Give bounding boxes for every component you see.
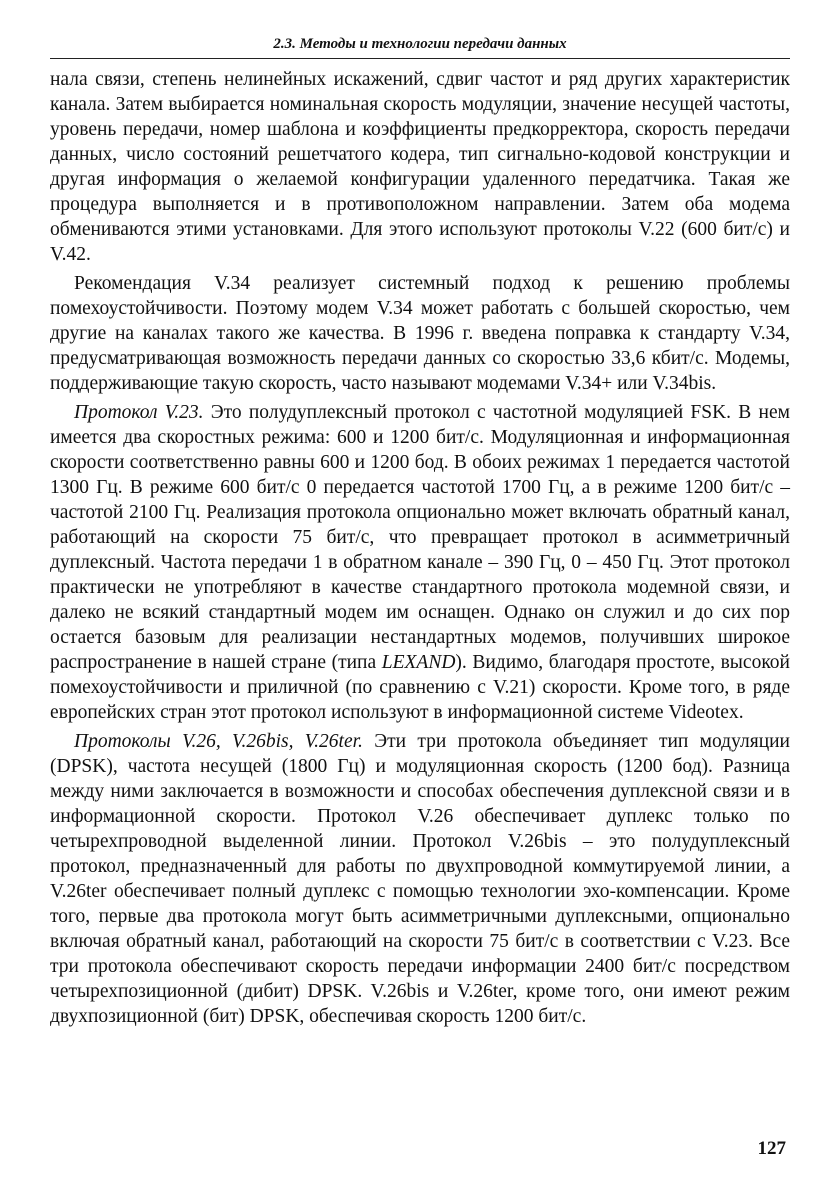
paragraph-text: Рекомендация V.34 реализует системный подход к решению проблемы помехоустойчивости. Поэтому модем V.34 может работать с большей скоростью, чем другие на каналах такого же качества. В 1996 г. введена поправка к стандарту V.34, предусматривающая возможность передачи данных со скоростью 33,6 кбит/с. Модемы, поддерживающие такую скорость, часто называют модемами V.34+ или V.34bis. [50, 273, 790, 394]
page-number: 127 [757, 1138, 786, 1159]
emphasis-lexand: LEXAND [381, 652, 456, 673]
paragraph-lead: Протокол V.23. [74, 402, 204, 423]
paragraph-continuation [50, 67, 790, 267]
paragraph-text: Это полудуплексный протокол с частотной модуляцией FSK. В нем имеется два скоростных режима: 600 и 1200 бит/с. Модуляционная и информационная скорости соответственно равны 600 и 1200 бод. В обоих режимах 1 передается частотой 1300 Гц. В режиме 600 бит/с 0 передается частотой 1700 Гц, а в режиме 1200 бит/с – частотой 2100 Гц. Реализация протокола опционально может включать обратный канал, работающий на скорости 75 бит/с, что превращает протокол в асимметричный дуплексный. Частота передачи 1 в обратном канале – 390 Гц, 0 – 450 Гц. Этот протокол практически не употребляют в качестве стандартного протокола модемной связи, и далеко не всякий стандартный модем им оснащен. Однако он служил и до сих пор остается базовым для реализации нестандартных модемов, получивших широкое распространение в нашей стране (типа [50, 402, 790, 673]
paragraph-tail: ). Видимо, благодаря простоте, высокой помехоустойчивости и приличной (по сравнению с V.21) скорости. Кроме того, в ряде европейских стран этот протокол используют в информационной системе Videotex. [50, 652, 790, 723]
paragraph-text: Эти три протокола объединяет тип модуляции (DPSK), частота несущей (1800 Гц) и модуляционная скорость (1200 бод). Разница между ними заключается в возможности и способах обеспечения дуплексной связи и в информационной скорости. Протокол V.26 обеспечивает дуплекс только по четырехпроводной выделенной линии. Протокол V.26bis – это полудуплексный протокол, предназначенный для работы по двухпроводной коммутируемой линии, а V.26ter обеспечивает полный дуплекс с помощью технологии эхо-компенсации. Кроме того, первые два протокола могут быть асимметричными дуплексными, опционально включая обратный канал, работающий на скорости 75 бит/с в соответствии с V.23. Все три протокола обеспечивают скорость передачи информации 2400 бит/с посредством четырехпозиционной (дибит) DPSK. V.26bis и V.26ter, кроме того, они имеют режим двухпозиционной (бит) DPSK, обеспечивая скорость 1200 бит/с. [50, 731, 790, 1027]
running-header: 2.3. Методы и технологии передачи данных [50, 34, 790, 59]
book-page [50, 34, 790, 1174]
paragraph-lead: Протоколы V.26, V.26bis, V.26ter. [74, 731, 363, 752]
paragraph-v23 [50, 400, 790, 725]
body-text [50, 67, 790, 1029]
paragraph-v34 [50, 271, 790, 396]
paragraph-v26 [50, 729, 790, 1029]
paragraph-text: нала связи, степень нелинейных искажений, сдвиг частот и ряд других характеристик канала. Затем выбирается номинальная скорость модуляции, значение несущей частоты, уровень передачи, номер шаблона и коэффициенты предкорректора, скорость передачи данных, число состояний решетчатого кодера, тип сигнально-кодовой конструкции и другая информация о желаемой конфигурации удаленного передатчика. Такая же процедура выполняется и в противоположном направлении. Затем оба модема обмениваются этими установками. Для этого используют протоколы V.22 (600 бит/с) и V.42. [50, 69, 790, 265]
